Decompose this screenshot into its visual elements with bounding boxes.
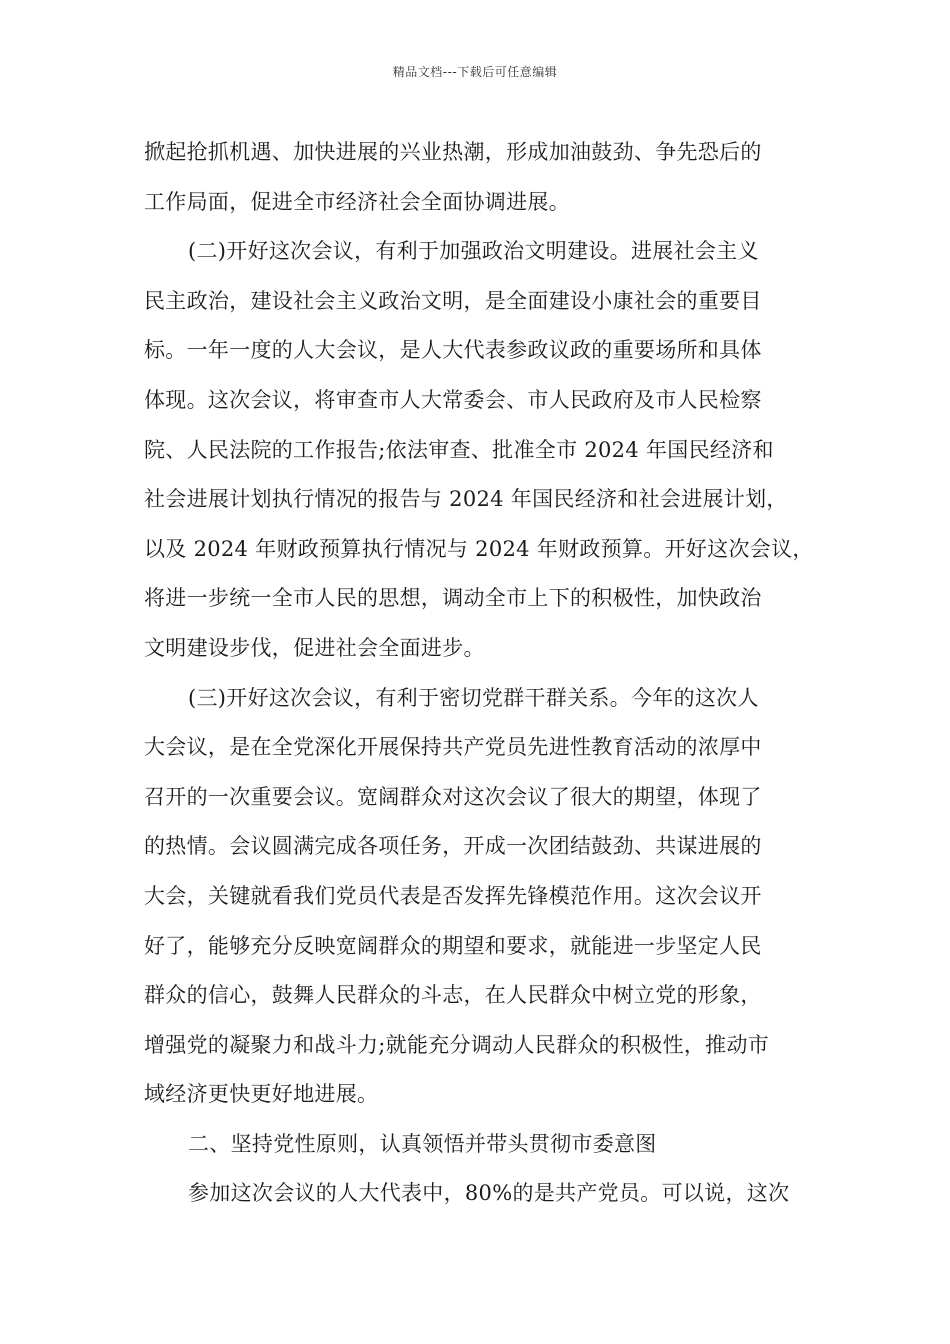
paragraph-start-line: (二)开好这次会议，有利于加强政治文明建设。进展社会主义 <box>188 239 759 264</box>
document-body <box>144 128 814 1219</box>
text-line: 掀起抢抓机遇、加快进展的兴业热潮，形成加油鼓劲、争先恐后的 <box>144 140 762 164</box>
paragraph-start-line: 参加这次会议的人大代表中，80%的是共产党员。可以说，这次 <box>188 1181 790 1206</box>
text-line: 以及 2024 年财政预算执行情况与 2024 年财政预算。开好这次会议， <box>144 536 814 561</box>
page-header: 精品文档---下载后可任意编辑 <box>392 65 558 79</box>
paragraph-start-line: (三)开好这次会议，有利于密切党群干群关系。今年的这次人 <box>188 685 759 710</box>
text-line: 将进一步统一全市人民的思想，调动全市上下的积极性，加快政治 <box>144 586 762 611</box>
text-line: 域经济更快更好地进展。 <box>144 1082 379 1107</box>
text-line: 院、人民法院的工作报告;依法审查、批准全市 2024 年国民经济和 <box>144 437 774 462</box>
text-line: 民主政治，建设社会主义政治文明，是全面建设小康社会的重要目 <box>144 288 762 313</box>
text-line: 召开的一次重要会议。宽阔群众对这次会议了很大的期望，体现了 <box>144 784 762 809</box>
text-line: 大会议，是在全党深化开展保持共产党员先进性教育活动的浓厚中 <box>144 735 762 760</box>
text-line: 大会，关键就看我们党员代表是否发挥先锋模范作用。这次会议开 <box>144 883 762 908</box>
text-line: 工作局面，促进全市经济社会全面协调进展。 <box>144 189 570 214</box>
section-heading: 二、坚持党性原则，认真领悟并带头贯彻市委意图 <box>188 1131 657 1156</box>
text-line: 标。一年一度的人大会议，是人大代表参政议政的重要场所和具体 <box>144 338 762 363</box>
text-line: 文明建设步伐，促进社会全面进步。 <box>144 635 485 660</box>
text-line: 体现。这次会议，将审查市人大常委会、市人民政府及市人民检察 <box>144 387 762 412</box>
text-line: 的热情。会议圆满完成各项任务，开成一次团结鼓劲、共谋进展的 <box>144 834 762 859</box>
text-line: 好了，能够充分反映宽阔群众的期望和要求，就能进一步坚定人民 <box>144 933 762 958</box>
text-line: 群众的信心，鼓舞人民群众的斗志，在人民群众中树立党的形象， <box>144 983 762 1008</box>
text-line: 增强党的凝聚力和战斗力;就能充分调动人民群众的积极性，推动市 <box>144 1032 770 1057</box>
text-line: 社会进展计划执行情况的报告与 2024 年国民经济和社会进展计划， <box>144 487 788 512</box>
